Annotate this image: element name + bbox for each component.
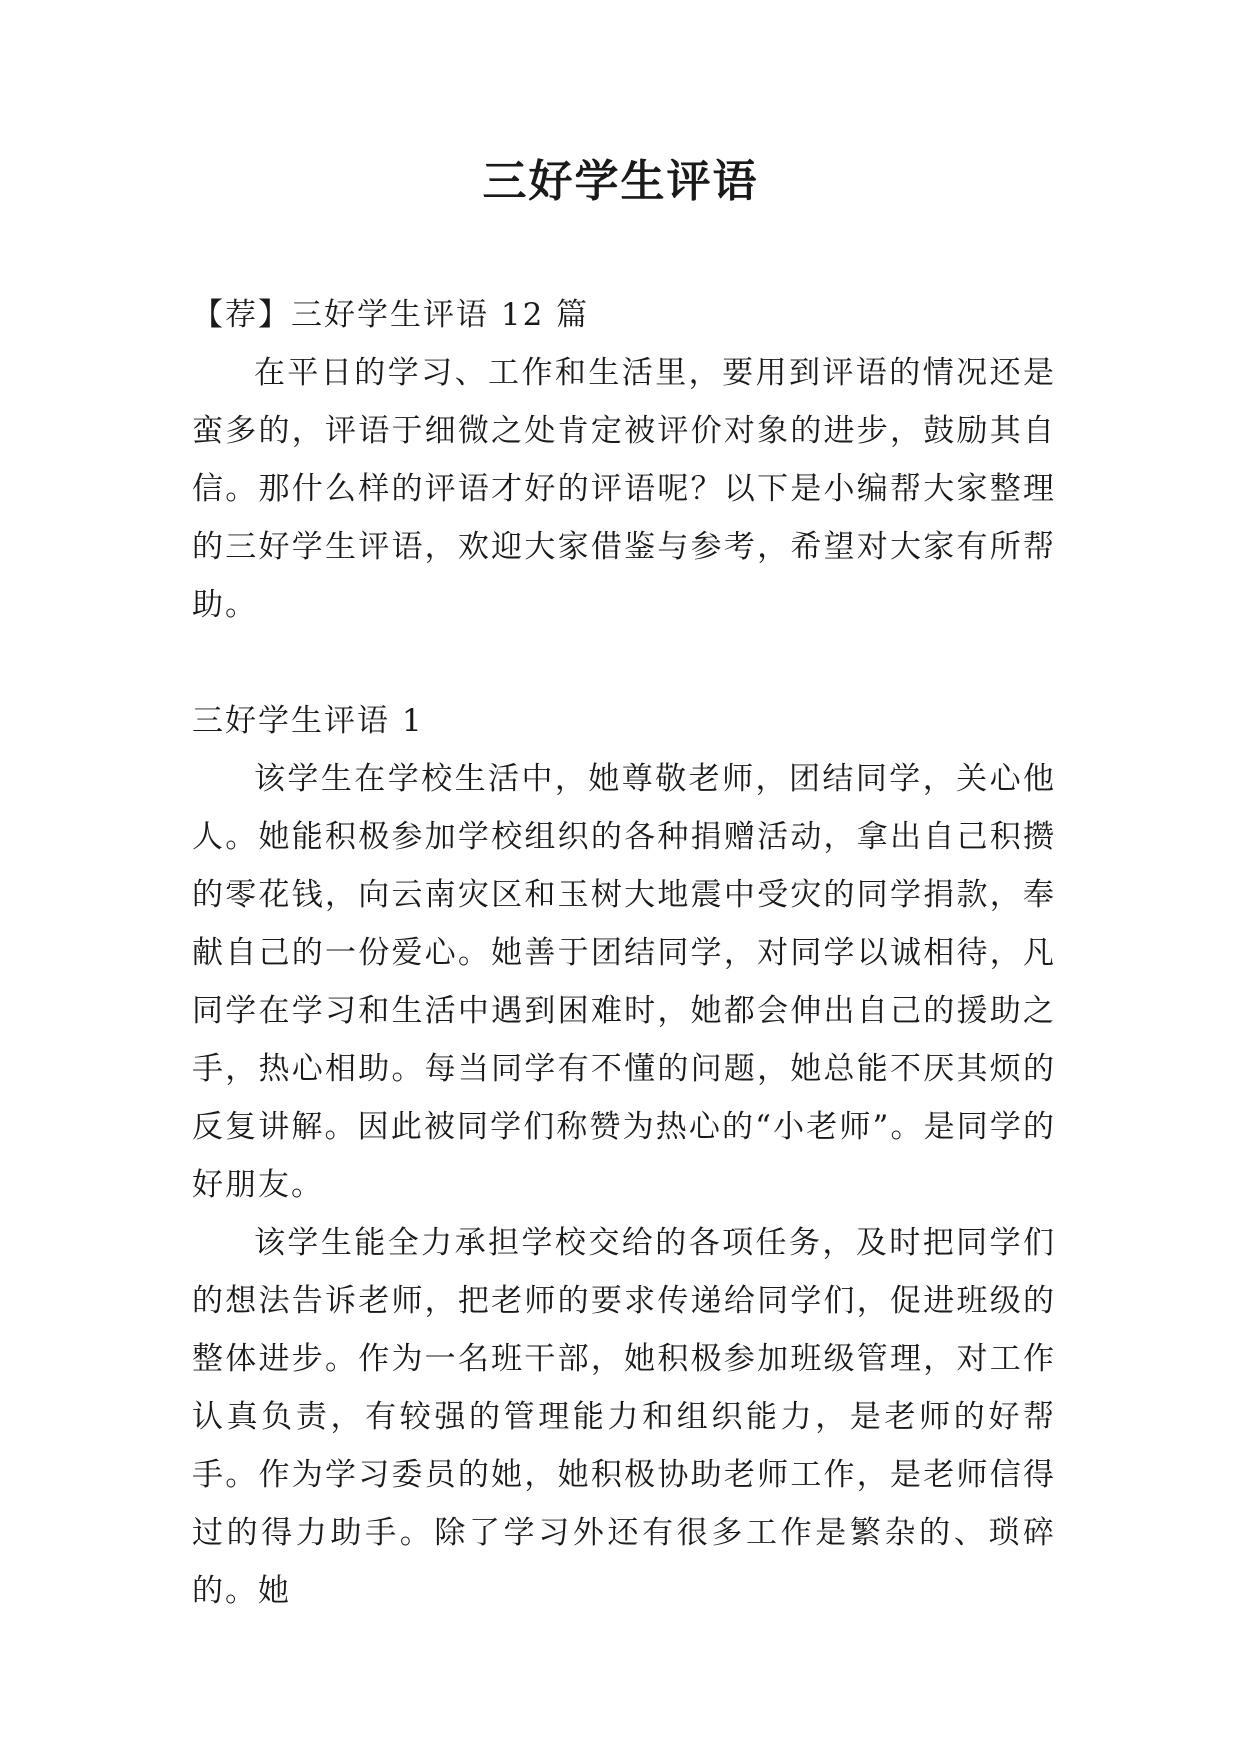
document-body <box>192 286 1056 1620</box>
intro-paragraph: 在平日的学习、工作和生活里，要用到评语的情况还是蛮多的，评语于细微之处肯定被评价对象的进步，鼓励其自信。那什么样的评语才好的评语呢？以下是小编帮大家整理的三好学生评语，欢迎大家借鉴与参考，希望对大家有所帮助。 <box>192 355 1056 623</box>
document-subtitle: 【荐】三好学生评语 12 篇 <box>192 297 590 333</box>
section-heading: 三好学生评语 1 <box>192 703 424 739</box>
section-spacer <box>192 634 1056 692</box>
section-paragraph: 该学生在学校生活中，她尊敬老师，团结同学，关心他人。她能积极参加学校组织的各种捐赠活动，拿出自己积攒的零花钱，向云南灾区和玉树大地震中受灾的同学捐款，奉献自己的一份爱心。她善于团结同学，对同学以诚相待，凡同学在学习和生活中遇到困难时，她都会伸出自己的援助之手，热心相助。每当同学有不懂的问题，她总能不厌其烦的反复讲解。因此被同学们称赞为热心的“小老师”。是同学的好朋友。 <box>192 761 1056 1203</box>
document-title: 三好学生评语 <box>482 156 759 207</box>
section-paragraph: 该学生能全力承担学校交给的各项任务，及时把同学们的想法告诉老师，把老师的要求传递给同学们，促进班级的整体进步。作为一名班干部，她积极参加班级管理，对工作认真负责，有较强的管理能力和组织能力，是老师的好帮手。作为学习委员的她，她积极协助老师工作，是老师信得过的得力助手。除了学习外还有很多工作是繁杂的、琐碎的。她 <box>192 1225 1056 1609</box>
